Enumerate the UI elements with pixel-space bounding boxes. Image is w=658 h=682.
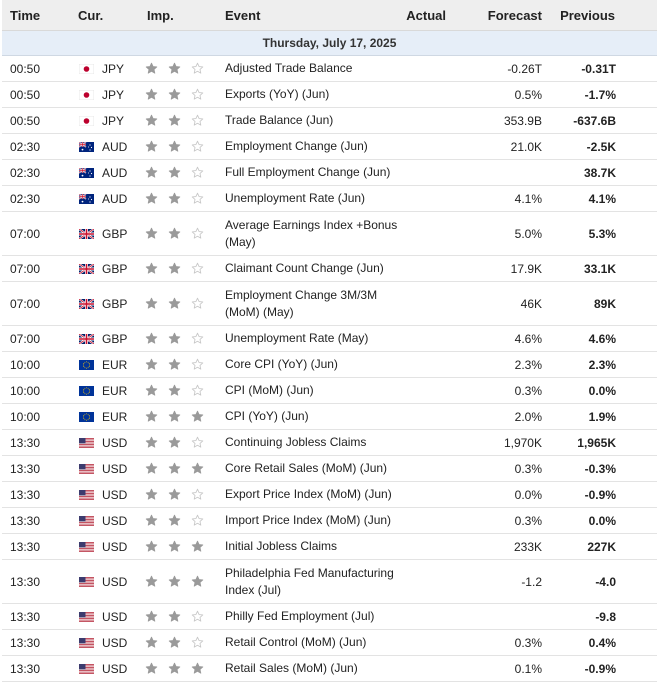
table-header-row	[2, 0, 657, 31]
event-title[interactable]: Employment Change (Jun)	[225, 134, 405, 160]
eu-flag-icon	[79, 386, 94, 396]
gb-flag-icon	[79, 264, 94, 274]
star-empty-icon	[191, 332, 204, 345]
event-row[interactable]	[2, 256, 657, 282]
au-flag-icon	[79, 194, 94, 204]
star-filled-icon	[145, 62, 158, 75]
event-importance	[135, 482, 225, 508]
currency-code: USD	[102, 513, 128, 528]
event-currency	[69, 378, 135, 404]
star-filled-icon	[191, 662, 204, 675]
event-title[interactable]: CPI (MoM) (Jun)	[225, 378, 405, 404]
star-empty-icon	[191, 384, 204, 397]
currency-code: USD	[102, 574, 128, 589]
event-actual	[405, 56, 460, 82]
event-actual	[405, 404, 460, 430]
event-title[interactable]: Claimant Count Change (Jun)	[225, 256, 405, 282]
event-importance	[135, 456, 225, 482]
event-row[interactable]	[2, 160, 657, 186]
star-empty-icon	[191, 262, 204, 275]
star-empty-icon	[191, 610, 204, 623]
event-currency	[69, 82, 135, 108]
event-time: 13:30	[2, 604, 69, 630]
event-title[interactable]: Trade Balance (Jun)	[225, 108, 405, 134]
event-currency	[69, 108, 135, 134]
star-filled-icon	[168, 662, 181, 675]
currency-code: USD	[102, 661, 128, 676]
star-empty-icon	[191, 514, 204, 527]
event-forecast: 0.1%	[460, 656, 545, 682]
event-currency	[69, 656, 135, 682]
star-empty-icon	[191, 488, 204, 501]
event-currency	[69, 604, 135, 630]
event-row[interactable]	[2, 134, 657, 160]
star-filled-icon	[168, 114, 181, 127]
event-row[interactable]	[2, 508, 657, 534]
jp-flag-icon	[79, 90, 94, 100]
event-actual	[405, 456, 460, 482]
eu-flag-icon	[79, 360, 94, 370]
currency-code: USD	[102, 435, 128, 450]
event-importance	[135, 160, 225, 186]
event-previous: -0.9%	[545, 656, 657, 682]
star-empty-icon	[191, 436, 204, 449]
event-time: 02:30	[2, 160, 69, 186]
event-actual	[405, 482, 460, 508]
star-filled-icon	[145, 227, 158, 240]
currency-code: GBP	[102, 331, 128, 346]
event-previous: 5.3%	[545, 212, 657, 256]
event-previous: -9.8	[545, 604, 657, 630]
event-currency	[69, 482, 135, 508]
event-actual	[405, 256, 460, 282]
star-filled-icon	[145, 166, 158, 179]
event-forecast: 0.5%	[460, 82, 545, 108]
star-filled-icon	[145, 636, 158, 649]
currency-code: JPY	[102, 61, 125, 76]
us-flag-icon	[79, 612, 94, 622]
event-row[interactable]	[2, 456, 657, 482]
star-filled-icon	[145, 358, 158, 371]
event-time: 13:30	[2, 430, 69, 456]
event-actual	[405, 430, 460, 456]
currency-code: USD	[102, 635, 128, 650]
event-currency	[69, 186, 135, 212]
event-importance	[135, 560, 225, 604]
event-row[interactable]	[2, 378, 657, 404]
event-forecast: -0.26T	[460, 56, 545, 82]
star-filled-icon	[145, 332, 158, 345]
event-forecast: 46K	[460, 282, 545, 326]
event-currency	[69, 256, 135, 282]
event-row[interactable]	[2, 430, 657, 456]
star-filled-icon	[145, 462, 158, 475]
event-previous: 33.1K	[545, 256, 657, 282]
event-row[interactable]	[2, 630, 657, 656]
star-empty-icon	[191, 62, 204, 75]
star-filled-icon	[145, 192, 158, 205]
event-time: 07:00	[2, 256, 69, 282]
event-forecast: 233K	[460, 534, 545, 560]
event-time: 13:30	[2, 482, 69, 508]
event-time: 13:30	[2, 560, 69, 604]
star-filled-icon	[168, 140, 181, 153]
event-actual	[405, 604, 460, 630]
event-row[interactable]	[2, 212, 657, 256]
star-filled-icon	[145, 540, 158, 553]
event-actual	[405, 534, 460, 560]
star-filled-icon	[168, 610, 181, 623]
jp-flag-icon	[79, 64, 94, 74]
currency-code: AUD	[102, 191, 128, 206]
event-actual	[405, 134, 460, 160]
event-importance	[135, 134, 225, 160]
us-flag-icon	[79, 577, 94, 587]
star-filled-icon	[168, 410, 181, 423]
event-previous: -0.31T	[545, 56, 657, 82]
event-currency	[69, 352, 135, 378]
star-filled-icon	[191, 575, 204, 588]
event-row[interactable]	[2, 282, 657, 326]
event-currency	[69, 534, 135, 560]
star-empty-icon	[191, 140, 204, 153]
event-previous: 0.0%	[545, 378, 657, 404]
event-previous: 38.7K	[545, 160, 657, 186]
event-actual	[405, 326, 460, 352]
eu-flag-icon	[79, 412, 94, 422]
star-filled-icon	[145, 575, 158, 588]
event-previous: 0.0%	[545, 508, 657, 534]
event-importance	[135, 282, 225, 326]
event-title[interactable]: Exports (YoY) (Jun)	[225, 82, 405, 108]
header-currency[interactable]: Cur.	[69, 0, 135, 31]
event-forecast: 353.9B	[460, 108, 545, 134]
event-title[interactable]: Retail Sales (MoM) (Jun)	[225, 656, 405, 682]
event-actual	[405, 656, 460, 682]
star-filled-icon	[168, 514, 181, 527]
us-flag-icon	[79, 664, 94, 674]
event-actual	[405, 186, 460, 212]
event-actual	[405, 282, 460, 326]
event-actual	[405, 630, 460, 656]
star-filled-icon	[168, 540, 181, 553]
event-title[interactable]: Export Price Index (MoM) (Jun)	[225, 482, 405, 508]
currency-code: USD	[102, 539, 128, 554]
star-filled-icon	[168, 358, 181, 371]
event-importance	[135, 404, 225, 430]
event-time: 13:30	[2, 656, 69, 682]
currency-code: USD	[102, 609, 128, 624]
event-previous: 4.6%	[545, 326, 657, 352]
event-previous: -0.3%	[545, 456, 657, 482]
event-row[interactable]	[2, 82, 657, 108]
event-time: 07:00	[2, 282, 69, 326]
star-filled-icon	[191, 462, 204, 475]
currency-code: AUD	[102, 139, 128, 154]
star-filled-icon	[168, 384, 181, 397]
star-filled-icon	[145, 514, 158, 527]
event-row[interactable]	[2, 560, 657, 604]
event-importance	[135, 378, 225, 404]
event-row[interactable]	[2, 656, 657, 682]
event-forecast: 21.0K	[460, 134, 545, 160]
header-forecast[interactable]: Forecast	[460, 0, 545, 31]
star-filled-icon	[145, 262, 158, 275]
event-actual	[405, 560, 460, 604]
event-forecast: 0.3%	[460, 630, 545, 656]
event-title[interactable]: Employment Change 3M/3M (MoM) (May)	[225, 282, 405, 326]
event-currency	[69, 56, 135, 82]
star-filled-icon	[168, 436, 181, 449]
event-row[interactable]	[2, 534, 657, 560]
event-time: 13:30	[2, 508, 69, 534]
event-currency	[69, 282, 135, 326]
jp-flag-icon	[79, 116, 94, 126]
star-filled-icon	[145, 488, 158, 501]
event-title[interactable]: Initial Jobless Claims	[225, 534, 405, 560]
star-filled-icon	[145, 410, 158, 423]
us-flag-icon	[79, 490, 94, 500]
event-currency	[69, 134, 135, 160]
event-title[interactable]: Adjusted Trade Balance	[225, 56, 405, 82]
event-forecast: 4.6%	[460, 326, 545, 352]
event-importance	[135, 630, 225, 656]
event-actual	[405, 212, 460, 256]
event-importance	[135, 56, 225, 82]
event-row[interactable]	[2, 404, 657, 430]
currency-code: GBP	[102, 296, 128, 311]
event-importance	[135, 108, 225, 134]
star-filled-icon	[145, 610, 158, 623]
event-time: 00:50	[2, 56, 69, 82]
event-time: 13:30	[2, 456, 69, 482]
event-row[interactable]	[2, 186, 657, 212]
event-currency	[69, 630, 135, 656]
event-row[interactable]	[2, 482, 657, 508]
event-previous: 0.4%	[545, 630, 657, 656]
star-filled-icon	[145, 384, 158, 397]
header-time[interactable]: Time	[2, 0, 69, 31]
star-empty-icon	[191, 297, 204, 310]
star-empty-icon	[191, 114, 204, 127]
star-filled-icon	[145, 436, 158, 449]
star-filled-icon	[168, 262, 181, 275]
star-filled-icon	[168, 462, 181, 475]
event-time: 10:00	[2, 404, 69, 430]
event-currency	[69, 212, 135, 256]
event-forecast: 0.3%	[460, 456, 545, 482]
currency-code: JPY	[102, 87, 125, 102]
star-filled-icon	[168, 88, 181, 101]
star-filled-icon	[168, 332, 181, 345]
event-actual	[405, 82, 460, 108]
currency-code: AUD	[102, 165, 128, 180]
event-title[interactable]: Core CPI (YoY) (Jun)	[225, 352, 405, 378]
event-previous: 89K	[545, 282, 657, 326]
event-previous: 4.1%	[545, 186, 657, 212]
star-filled-icon	[168, 62, 181, 75]
event-forecast	[460, 604, 545, 630]
event-currency	[69, 456, 135, 482]
event-time: 00:50	[2, 108, 69, 134]
star-empty-icon	[191, 166, 204, 179]
star-filled-icon	[168, 227, 181, 240]
event-previous: 2.3%	[545, 352, 657, 378]
event-currency	[69, 430, 135, 456]
event-forecast: 0.3%	[460, 378, 545, 404]
event-title[interactable]: Philadelphia Fed Manufacturing Index (Jul)	[225, 560, 405, 604]
event-currency	[69, 160, 135, 186]
star-filled-icon	[168, 297, 181, 310]
currency-code: USD	[102, 487, 128, 502]
event-importance	[135, 326, 225, 352]
event-time: 10:00	[2, 378, 69, 404]
star-filled-icon	[145, 88, 158, 101]
star-filled-icon	[168, 488, 181, 501]
gb-flag-icon	[79, 334, 94, 344]
star-filled-icon	[168, 636, 181, 649]
au-flag-icon	[79, 168, 94, 178]
event-title[interactable]: Import Price Index (MoM) (Jun)	[225, 508, 405, 534]
event-actual	[405, 378, 460, 404]
event-previous: -637.6B	[545, 108, 657, 134]
event-previous: 227K	[545, 534, 657, 560]
event-importance	[135, 256, 225, 282]
event-forecast: 5.0%	[460, 212, 545, 256]
event-importance	[135, 508, 225, 534]
star-empty-icon	[191, 88, 204, 101]
header-importance[interactable]: Imp.	[135, 0, 225, 31]
event-forecast: 17.9K	[460, 256, 545, 282]
event-time: 07:00	[2, 326, 69, 352]
currency-code: EUR	[102, 409, 128, 424]
event-time: 02:30	[2, 186, 69, 212]
event-title[interactable]: Average Earnings Index +Bonus (May)	[225, 212, 405, 256]
event-forecast: 4.1%	[460, 186, 545, 212]
us-flag-icon	[79, 464, 94, 474]
event-row[interactable]	[2, 326, 657, 352]
star-filled-icon	[168, 192, 181, 205]
event-actual	[405, 160, 460, 186]
event-currency	[69, 508, 135, 534]
economic-calendar-table	[2, 0, 657, 682]
event-previous: 1,965K	[545, 430, 657, 456]
event-time: 07:00	[2, 212, 69, 256]
currency-code: GBP	[102, 261, 128, 276]
event-row[interactable]	[2, 352, 657, 378]
star-empty-icon	[191, 227, 204, 240]
header-previous[interactable]: Previous	[545, 0, 657, 31]
event-forecast: 0.3%	[460, 508, 545, 534]
event-title[interactable]: Philly Fed Employment (Jul)	[225, 604, 405, 630]
event-forecast: 2.0%	[460, 404, 545, 430]
event-importance	[135, 186, 225, 212]
event-previous: -4.0	[545, 560, 657, 604]
gb-flag-icon	[79, 229, 94, 239]
star-filled-icon	[145, 140, 158, 153]
date-label: Thursday, July 17, 2025	[2, 31, 657, 56]
currency-code: JPY	[102, 113, 125, 128]
event-time: 13:30	[2, 534, 69, 560]
us-flag-icon	[79, 516, 94, 526]
event-row[interactable]	[2, 108, 657, 134]
event-importance	[135, 212, 225, 256]
star-filled-icon	[191, 410, 204, 423]
event-row[interactable]	[2, 604, 657, 630]
event-previous: -0.9%	[545, 482, 657, 508]
event-title[interactable]: Core Retail Sales (MoM) (Jun)	[225, 456, 405, 482]
event-currency	[69, 326, 135, 352]
event-currency	[69, 404, 135, 430]
event-time: 10:00	[2, 352, 69, 378]
event-title[interactable]: Full Employment Change (Jun)	[225, 160, 405, 186]
event-importance	[135, 82, 225, 108]
event-title[interactable]: Unemployment Rate (May)	[225, 326, 405, 352]
event-importance	[135, 430, 225, 456]
event-time: 13:30	[2, 630, 69, 656]
date-row	[2, 31, 657, 56]
star-empty-icon	[191, 192, 204, 205]
event-actual	[405, 352, 460, 378]
event-actual	[405, 108, 460, 134]
header-actual[interactable]: Actual	[405, 0, 460, 31]
star-filled-icon	[191, 540, 204, 553]
event-forecast	[460, 160, 545, 186]
currency-code: EUR	[102, 383, 128, 398]
event-importance	[135, 656, 225, 682]
us-flag-icon	[79, 438, 94, 448]
event-actual	[405, 508, 460, 534]
event-previous: -1.7%	[545, 82, 657, 108]
event-time: 00:50	[2, 82, 69, 108]
event-importance	[135, 352, 225, 378]
gb-flag-icon	[79, 299, 94, 309]
event-forecast: 0.0%	[460, 482, 545, 508]
event-title[interactable]: Unemployment Rate (Jun)	[225, 186, 405, 212]
event-forecast: 2.3%	[460, 352, 545, 378]
star-filled-icon	[168, 166, 181, 179]
event-previous: -2.5K	[545, 134, 657, 160]
currency-code: GBP	[102, 226, 128, 241]
star-filled-icon	[145, 114, 158, 127]
currency-code: USD	[102, 461, 128, 476]
event-title[interactable]: Continuing Jobless Claims	[225, 430, 405, 456]
event-importance	[135, 534, 225, 560]
event-forecast: 1,970K	[460, 430, 545, 456]
event-title[interactable]: Retail Control (MoM) (Jun)	[225, 630, 405, 656]
us-flag-icon	[79, 542, 94, 552]
event-currency	[69, 560, 135, 604]
star-filled-icon	[145, 297, 158, 310]
currency-code: EUR	[102, 357, 128, 372]
event-time: 02:30	[2, 134, 69, 160]
au-flag-icon	[79, 142, 94, 152]
star-empty-icon	[191, 636, 204, 649]
event-forecast: -1.2	[460, 560, 545, 604]
star-empty-icon	[191, 358, 204, 371]
us-flag-icon	[79, 638, 94, 648]
star-filled-icon	[168, 575, 181, 588]
star-filled-icon	[145, 662, 158, 675]
header-event[interactable]: Event	[225, 0, 405, 31]
event-previous: 1.9%	[545, 404, 657, 430]
event-importance	[135, 604, 225, 630]
event-title[interactable]: CPI (YoY) (Jun)	[225, 404, 405, 430]
event-row[interactable]	[2, 56, 657, 82]
